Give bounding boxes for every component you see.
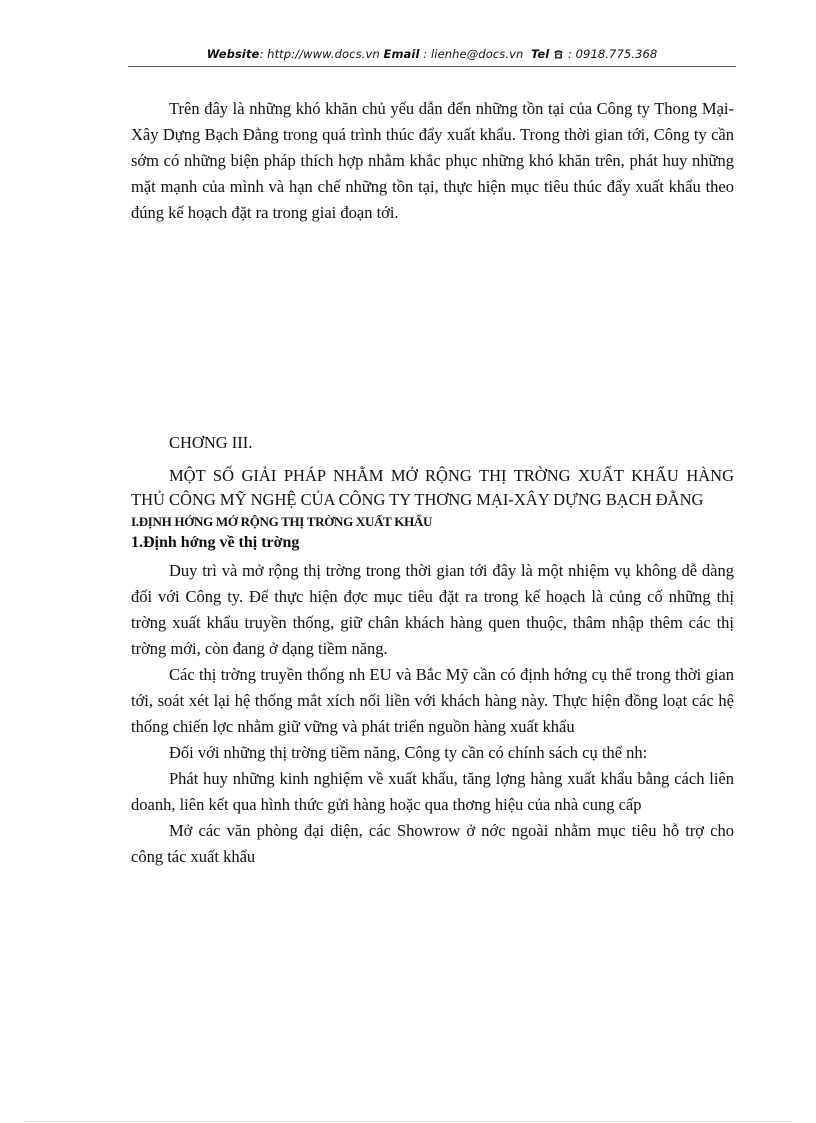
- section-heading: I.ĐỊNH HỚNG MỞ RỘNG THỊ TRỜNG XUẤT KHẨU: [131, 514, 433, 529]
- document-body: [131, 96, 734, 870]
- page-bottom-border: [24, 1121, 792, 1122]
- body-paragraph: Duy trì và mở rộng thị trờng trong thời gian tới đây là một nhiệm vụ không dễ dàng đối với Công ty. Để thực hiện đợc mục tiêu đặt ra trong kế hoạch là củng cố những thị trờng xuất khẩu truyền thống, giữ chân khách hàng quen thuộc, thâm nhập thêm các thị trờng mới, còn đang ở dạng tiềm năng.: [131, 561, 734, 658]
- body-paragraph: Mở các văn phòng đại diện, các Showrow ở nớc ngoài nhằm mục tiêu hỗ trợ cho công tác xuất khẩu: [131, 821, 734, 866]
- website-value[interactable]: : http://www.docs.vn: [259, 47, 380, 61]
- tel-label: Tel: [530, 47, 550, 61]
- email-label: Email: [383, 47, 420, 61]
- chapter-title: MỘT SỐ GIẢI PHÁP NHẰM MỞ RỘNG THỊ TRỜNG XUẤT KHẨU HÀNG THỦ CÔNG MỸ NGHỆ CỦA CÔNG TY THƠNG MẠI-XÂY DỰNG BẠCH ĐẰNG: [131, 466, 734, 509]
- tel-value: : 0918.775.368: [567, 47, 658, 61]
- page-header: [128, 47, 736, 61]
- subsection-heading: 1.Định hớng về thị trờng: [131, 534, 300, 551]
- header-divider: [128, 66, 736, 67]
- chapter-label: CHƠNG III.: [169, 433, 253, 452]
- body-paragraph: Phát huy những kinh nghiệm về xuất khẩu, tăng lợng hàng xuất khẩu bằng cách liên doanh, liên kết qua hình thức gửi hàng hoặc qua thơng hiệu của nhà cung cấp: [131, 769, 734, 814]
- blank-space: [131, 226, 734, 431]
- body-paragraph: Các thị trờng truyền thống nh EU và Bắc Mỹ cần có định hớng cụ thể trong thời gian tới, soát xét lại hệ thống mắt xích nối liền với khách hàng này. Thực hiện đồng loạt các hệ thống chiến lợc nhằm giữ vững và phát triển nguồn hàng xuất khẩu: [131, 665, 734, 736]
- website-label: Website: [206, 47, 260, 61]
- phone-icon: [553, 47, 568, 61]
- body-paragraph: Đối với những thị trờng tiềm năng, Công ty cần có chính sách cụ thể nh:: [169, 743, 648, 762]
- email-value[interactable]: : lienhe@docs.vn: [423, 47, 524, 61]
- intro-paragraph: Trên đây là những khó khăn chủ yếu dẫn đến những tồn tại của Công ty Thong Mại-Xây Dựng Bạch Đằng trong quá trình thúc đẩy xuất khẩu. Trong thời gian tới, Công ty cần sớm có những biện pháp thích hợp nhằm khắc phục những khó khăn trên, phát huy những mặt mạnh của mình và hạn chế những tồn tại, thực hiện mục tiêu thúc đẩy xuất khẩu theo đúng kế hoạch đặt ra trong giai đoạn tới.: [131, 99, 734, 222]
